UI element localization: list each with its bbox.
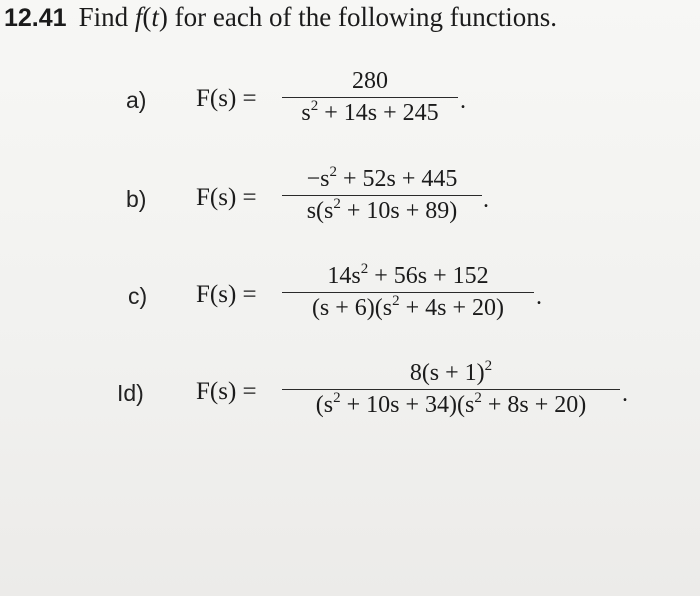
numerator-term: −s — [306, 166, 330, 192]
numerator-term: + 56s + 152 — [368, 263, 489, 289]
denominator-term: + 14s + 245 — [318, 100, 439, 126]
numerator-term: 8(s + 1) — [409, 360, 485, 386]
exponent: 2 — [333, 196, 341, 212]
item-b — [0, 166, 700, 246]
fraction-bar — [282, 292, 534, 293]
item-c — [0, 263, 700, 343]
function-symbol: f — [134, 2, 143, 32]
fraction — [282, 263, 534, 322]
terminator: . — [622, 381, 628, 407]
item-label: b) — [126, 186, 147, 212]
item-label: Id) — [117, 380, 144, 406]
numerator — [282, 166, 482, 193]
terminator: . — [460, 88, 466, 114]
denominator-term: + 10s + 89) — [340, 198, 458, 224]
paren-open: ( — [142, 2, 152, 32]
denominator-term: s(s — [306, 198, 334, 224]
fraction — [282, 166, 482, 225]
denominator — [282, 295, 534, 322]
lhs-text: F(s) = — [196, 85, 257, 112]
denominator-term: (s + 6)(s — [311, 295, 393, 321]
denominator-term: + 8s + 20) — [481, 392, 587, 418]
problem-suffix: for each of the following functions. — [167, 2, 558, 32]
lhs-expression — [196, 85, 257, 113]
numerator — [282, 360, 620, 387]
terminator: . — [483, 187, 489, 213]
numerator-term: 14s — [327, 263, 361, 289]
lhs-expression — [196, 378, 257, 406]
denominator — [282, 100, 458, 127]
problem-number: 12.41 — [4, 4, 67, 32]
fraction-bar — [282, 97, 458, 98]
item-label: c) — [128, 283, 148, 309]
lhs-text: F(s) = — [196, 281, 257, 308]
denominator-term: s — [301, 100, 311, 126]
fraction — [282, 68, 458, 127]
exponent: 2 — [329, 164, 337, 180]
terminator: . — [536, 284, 542, 310]
lhs-expression — [196, 281, 257, 309]
item-label: a) — [126, 87, 147, 113]
item-d — [0, 360, 700, 440]
numerator-term: + 52s + 445 — [336, 166, 458, 192]
lhs-text: F(s) = — [196, 378, 257, 405]
denominator — [282, 392, 620, 419]
exponent: 2 — [392, 293, 400, 309]
lhs-text: F(s) = — [196, 184, 257, 211]
exponent: 2 — [360, 261, 369, 277]
item-a — [0, 68, 700, 148]
problem-statement — [4, 2, 557, 33]
problem-prefix: Find — [78, 2, 135, 32]
denominator — [282, 198, 482, 225]
fraction-bar — [282, 195, 482, 196]
exponent: 2 — [484, 358, 493, 374]
denominator-term: + 4s + 20) — [399, 295, 505, 321]
lhs-expression — [196, 184, 257, 212]
exponent: 2 — [333, 390, 341, 406]
fraction — [282, 360, 620, 419]
denominator-term: + 10s + 34)(s — [340, 392, 475, 418]
denominator-term: (s — [315, 392, 334, 418]
time-variable: t — [151, 2, 159, 32]
paren-close: ) — [158, 2, 168, 32]
exponent: 2 — [474, 390, 482, 406]
numerator — [282, 263, 534, 290]
exponent: 2 — [310, 98, 319, 114]
numerator: 280 — [352, 68, 388, 94]
